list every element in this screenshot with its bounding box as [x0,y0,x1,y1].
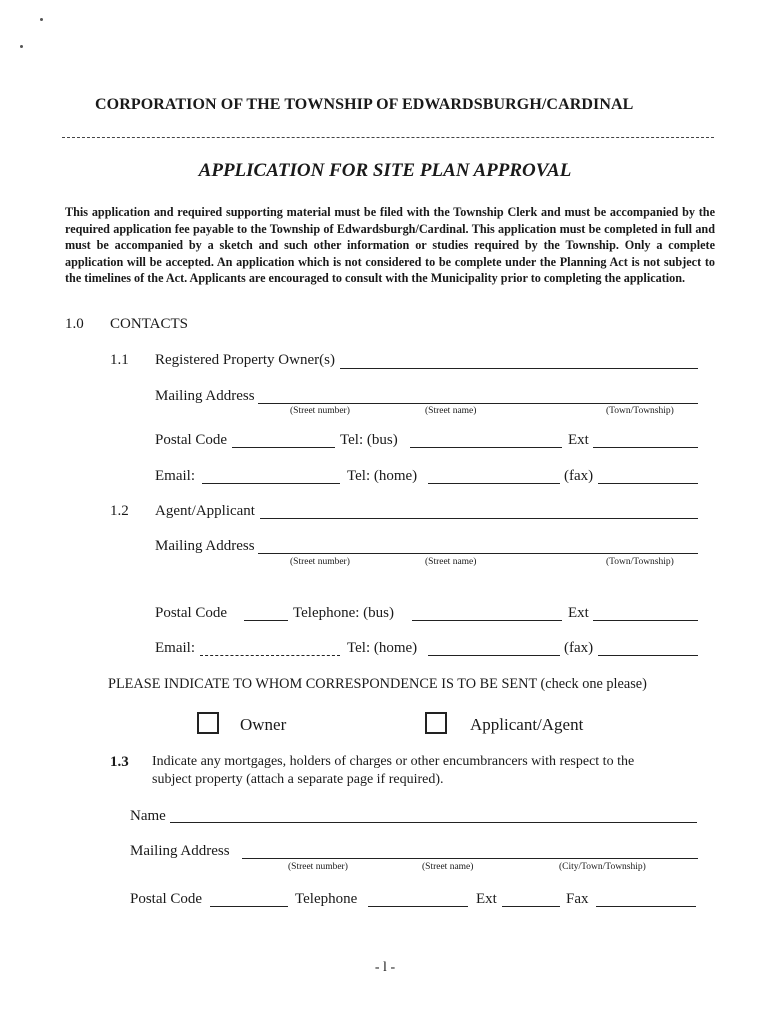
agent-mailing-address-field[interactable] [258,553,698,554]
postal-code-label: Postal Code [155,432,228,448]
applicant-agent-option-label: Applicant/Agent [470,715,584,734]
owner-fax-field[interactable] [598,483,698,484]
encumbrancers-text-line1: Indicate any mortgages, holders of charges or other encumbrancers with respect to the [152,754,635,769]
email-label: Email: [155,640,195,656]
agent-postal-code-field[interactable] [244,620,288,621]
form-title: APPLICATION FOR SITE PLAN APPROVAL [198,160,572,181]
fax-label: (fax) [564,468,594,484]
agent-email-field[interactable] [200,655,340,656]
owner-ext-field[interactable] [593,447,698,448]
page-number: - l - [374,960,396,975]
scan-speck [40,18,43,21]
agent-tel-home-field[interactable] [428,655,560,656]
mailing-address-label: Mailing Address [155,538,255,554]
mailing-address-label: Mailing Address [130,843,230,859]
caption-street-number: (Street number) [288,862,348,872]
organization-header: CORPORATION OF THE TOWNSHIP OF EDWARDSBURGH/CARDINAL [95,96,634,113]
caption-city: (City/Town/Township) [559,862,646,872]
section-title: CONTACTS [110,316,188,332]
owner-mailing-address-field[interactable] [258,403,698,404]
subsection-number: 1.2 [110,503,129,519]
postal-code-label: Postal Code [155,605,228,621]
correspondence-prompt: PLEASE INDICATE TO WHOM CORRESPONDENCE IS TO BE SENT (check one please) [108,676,647,692]
agent-applicant-field[interactable] [260,518,698,519]
telephone-bus-label: Telephone: (bus) [293,605,395,621]
mailing-address-label: Mailing Address [155,388,255,404]
scan-speck [20,45,23,48]
subsection-number: 1.3 [110,754,129,770]
owner-label: Registered Property Owner(s) [155,352,335,368]
tel-home-label: Tel: (home) [347,640,418,656]
encumbrancers-text-line2: subject property (attach a separate page if required). [152,772,444,787]
encumbrancer-ext-field[interactable] [502,906,560,907]
header-rule [62,137,714,138]
caption-street-number: (Street number) [290,406,350,416]
agent-ext-field[interactable] [593,620,698,621]
ext-label: Ext [476,891,497,907]
section-number: 1.0 [65,316,84,332]
intro-paragraph: This application and required supporting material must be filed with the Township Clerk and must be accompanied by the required application fee payable to the Township of Edwardsburgh/Cardinal. This application must be completed in full and must be accompanied by a sketch and such other information or studies required by the Township. Only a complete application will be accepted. An application which is not considered to be complete under the Planning Act is not subject to the timelines of the Act. Applicants are encouraged to consult with the Municipality prior to completing the application. [65,205,715,286]
postal-code-label: Postal Code [130,891,203,907]
caption-town: (Town/Township) [606,557,674,567]
owner-tel-home-field[interactable] [428,483,560,484]
fax-label: (fax) [564,640,594,656]
caption-street-name: (Street name) [425,557,477,567]
agent-applicant-label: Agent/Applicant [155,503,255,519]
telephone-label: Telephone [295,891,358,907]
owner-field[interactable] [340,368,698,369]
owner-postal-code-field[interactable] [232,447,335,448]
ext-label: Ext [568,432,589,448]
caption-street-number: (Street number) [290,557,350,567]
encumbrancer-mailing-address-field[interactable] [242,858,698,859]
owner-email-field[interactable] [202,483,340,484]
owner-tel-bus-field[interactable] [410,447,562,448]
fax-label: Fax [566,891,589,907]
subsection-number: 1.1 [110,352,129,368]
applicant-agent-checkbox[interactable] [425,712,447,734]
encumbrancer-fax-field[interactable] [596,906,696,907]
email-label: Email: [155,468,195,484]
name-label: Name [130,808,166,824]
owner-option-label: Owner [240,715,287,734]
caption-street-name: (Street name) [422,862,474,872]
tel-home-label: Tel: (home) [347,468,418,484]
agent-fax-field[interactable] [598,655,698,656]
tel-bus-label: Tel: (bus) [340,432,398,448]
caption-street-name: (Street name) [425,406,477,416]
encumbrancer-name-field[interactable] [170,822,697,823]
encumbrancer-postal-code-field[interactable] [210,906,288,907]
caption-town: (Town/Township) [606,406,674,416]
agent-telephone-bus-field[interactable] [412,620,562,621]
ext-label: Ext [568,605,589,621]
encumbrancer-telephone-field[interactable] [368,906,468,907]
owner-checkbox[interactable] [197,712,219,734]
